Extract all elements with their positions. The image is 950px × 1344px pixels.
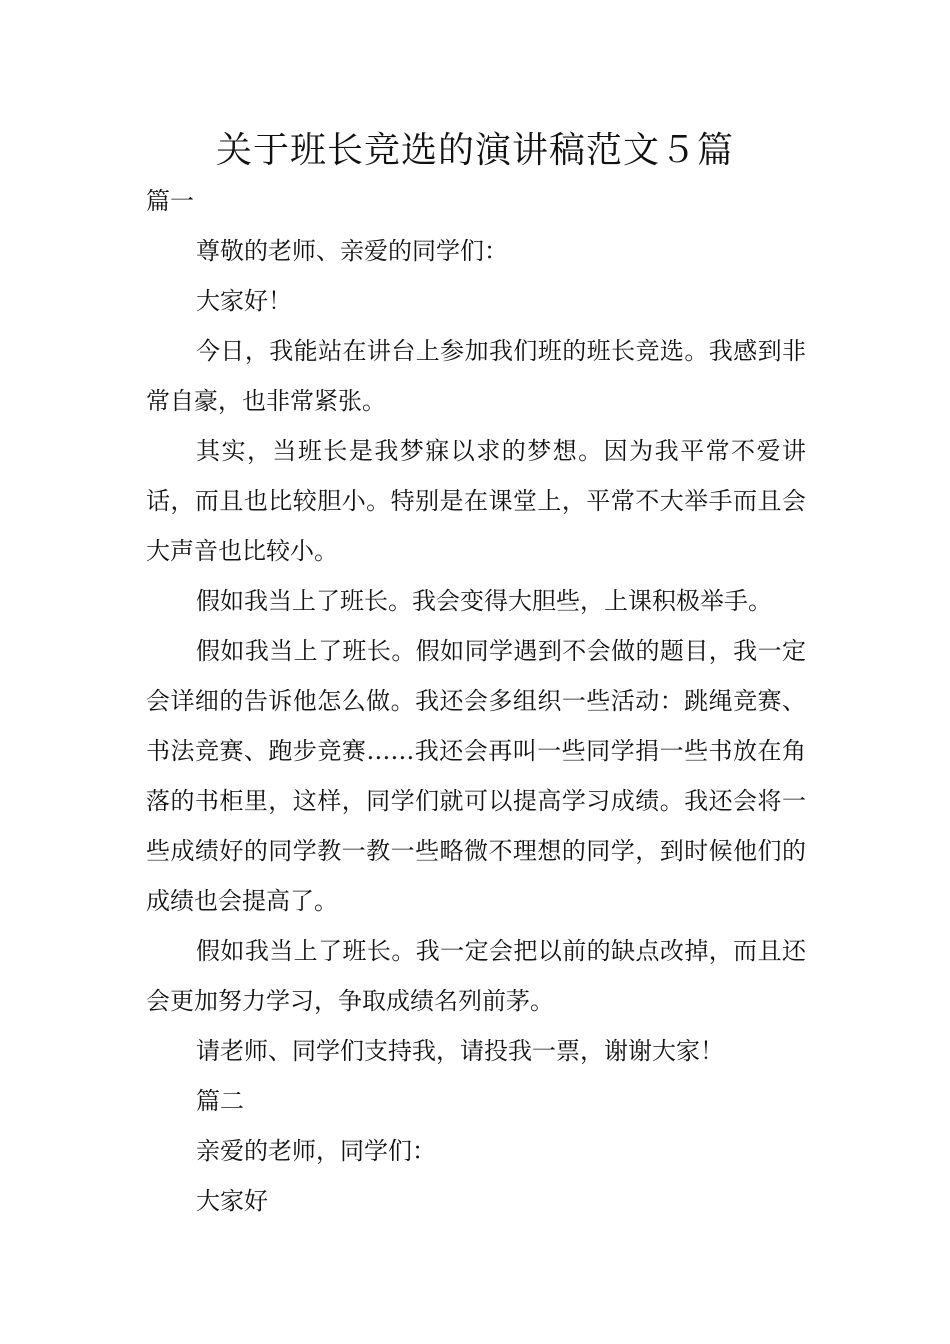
section-heading-1: 篇一	[146, 187, 194, 215]
salutation: 亲爱的老师，同学们：	[196, 1137, 436, 1165]
body-paragraph: 假如我当上了班长。我一定会把以前的缺点改掉，而且还会更加努力学习，争取成绩名列前茅。	[146, 937, 806, 1015]
body-paragraph: 其实，当班长是我梦寐以求的梦想。因为我平常不爱讲话，而且也比较胆小。特别是在课堂上，平常不大举手而且会大声音也比较小。	[146, 437, 806, 565]
greeting: 大家好	[196, 1187, 268, 1215]
body-paragraph: 假如我当上了班长。假如同学遇到不会做的题目，我一定会详细的告诉他怎么做。我还会多组织一些活动：跳绳竞赛、书法竞赛、跑步竞赛……我还会再叫一些同学捐一些书放在角落的书柜里，这样，同学们就可以提高学习成绩。我还会将一些成绩好的同学教一教一些略微不理想的同学，到时候他们的成绩也会提高了。	[146, 637, 806, 915]
section-heading-2: 篇二	[196, 1087, 244, 1115]
body-paragraph: 今日，我能站在讲台上参加我们班的班长竞选。我感到非常自豪，也非常紧张。	[146, 337, 806, 415]
document-title: 关于班长竞选的演讲稿范文５篇	[215, 130, 734, 171]
salutation: 尊敬的老师、亲爱的同学们：	[196, 237, 508, 265]
document-body	[146, 176, 806, 1226]
body-paragraph: 假如我当上了班长。我会变得大胆些，上课积极举手。	[196, 587, 772, 615]
closing-paragraph: 请老师、同学们支持我，请投我一票，谢谢大家！	[196, 1037, 724, 1065]
greeting: 大家好！	[196, 287, 292, 315]
